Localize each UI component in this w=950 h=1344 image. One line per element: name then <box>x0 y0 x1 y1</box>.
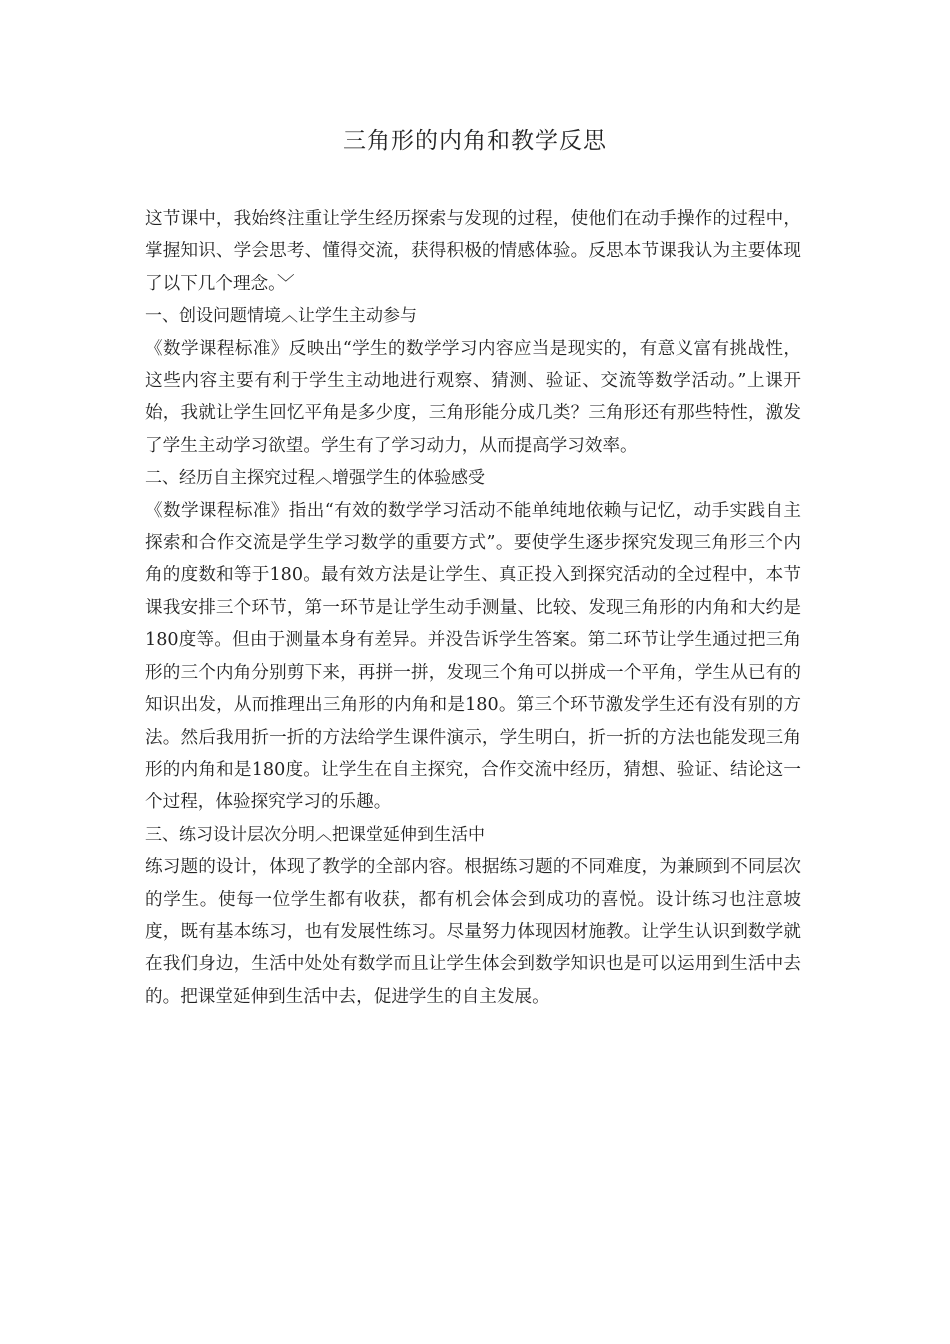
section-heading-2: 二、经历自主探究过程︿增强学生的体验感受 <box>145 468 485 489</box>
section-paragraph-3: 练习题的设计，体现了教学的全部内容。根据练习题的不同难度，为兼顾到不同层次的学生。使每一位学生都有收获，都有机会体会到成功的喜悦。设计练习也注意坡度，既有基本练习，也有发展性练习。尽量努力体现因材施教。让学生认识到数学就在我们身边，生活中处处有数学而且让学生体会到数学知识也是可以运用到生活中去的。把课堂延伸到生活中去，促进学生的自主发展。 <box>145 857 801 1007</box>
document-title: 三角形的内角和教学反思 <box>343 128 607 154</box>
document-body <box>145 203 801 1013</box>
section-heading-3: 三、练习设计层次分明︿把课堂延伸到生活中 <box>145 824 485 845</box>
section-heading-1: 一、创设问题情境︿让学生主动参与 <box>145 306 417 327</box>
section-paragraph-2: 《数学课程标准》指出“有效的数学学习活动不能单纯地依赖与记忆，动手实践自主探索和合作交流是学生学习数学的重要方式”。要使学生逐步探究发现三角形三个内角的度数和等于180。最有效方法是让学生、真正投入到探究活动的全过程中，本节课我安排三个环节，第一环节是让学生动手测量、比较、发现三角形的内角和大约是180度等。但由于测量本身有差异。并没告诉学生答案。第二环节让学生通过把三角形的三个内角分别剪下来，再拼一拼，发现三个角可以拼成一个平角，学生从已有的知识出发，从而推理出三角形的内角和是180。第三个环节激发学生还有没有别的方法。然后我用折一折的方法给学生课件演示，学生明白，折一折的方法也能发现三角形的内角和是180度。让学生在自主探究，合作交流中经历，猜想、验证、结论这一个过程，体验探究学习的乐趣。 <box>145 500 801 813</box>
section-paragraph-1: 《数学课程标准》反映出“学生的数学学习内容应当是现实的，有意义富有挑战性，这些内容主要有利于学生主动地进行观察、猜测、验证、交流等数学活动。”上课开始，我就让学生回忆平角是多少度，三角形能分成几类？三角形还有那些特性，激发了学生主动学习欲望。学生有了学习动力，从而提高学习效率。 <box>145 338 801 456</box>
intro-paragraph: 这节课中，我始终注重让学生经历探索与发现的过程，使他们在动手操作的过程中，掌握知识、学会思考、懂得交流，获得积极的情感体验。反思本节课我认为主要体现了以下几个理念。﹀ <box>145 209 801 294</box>
